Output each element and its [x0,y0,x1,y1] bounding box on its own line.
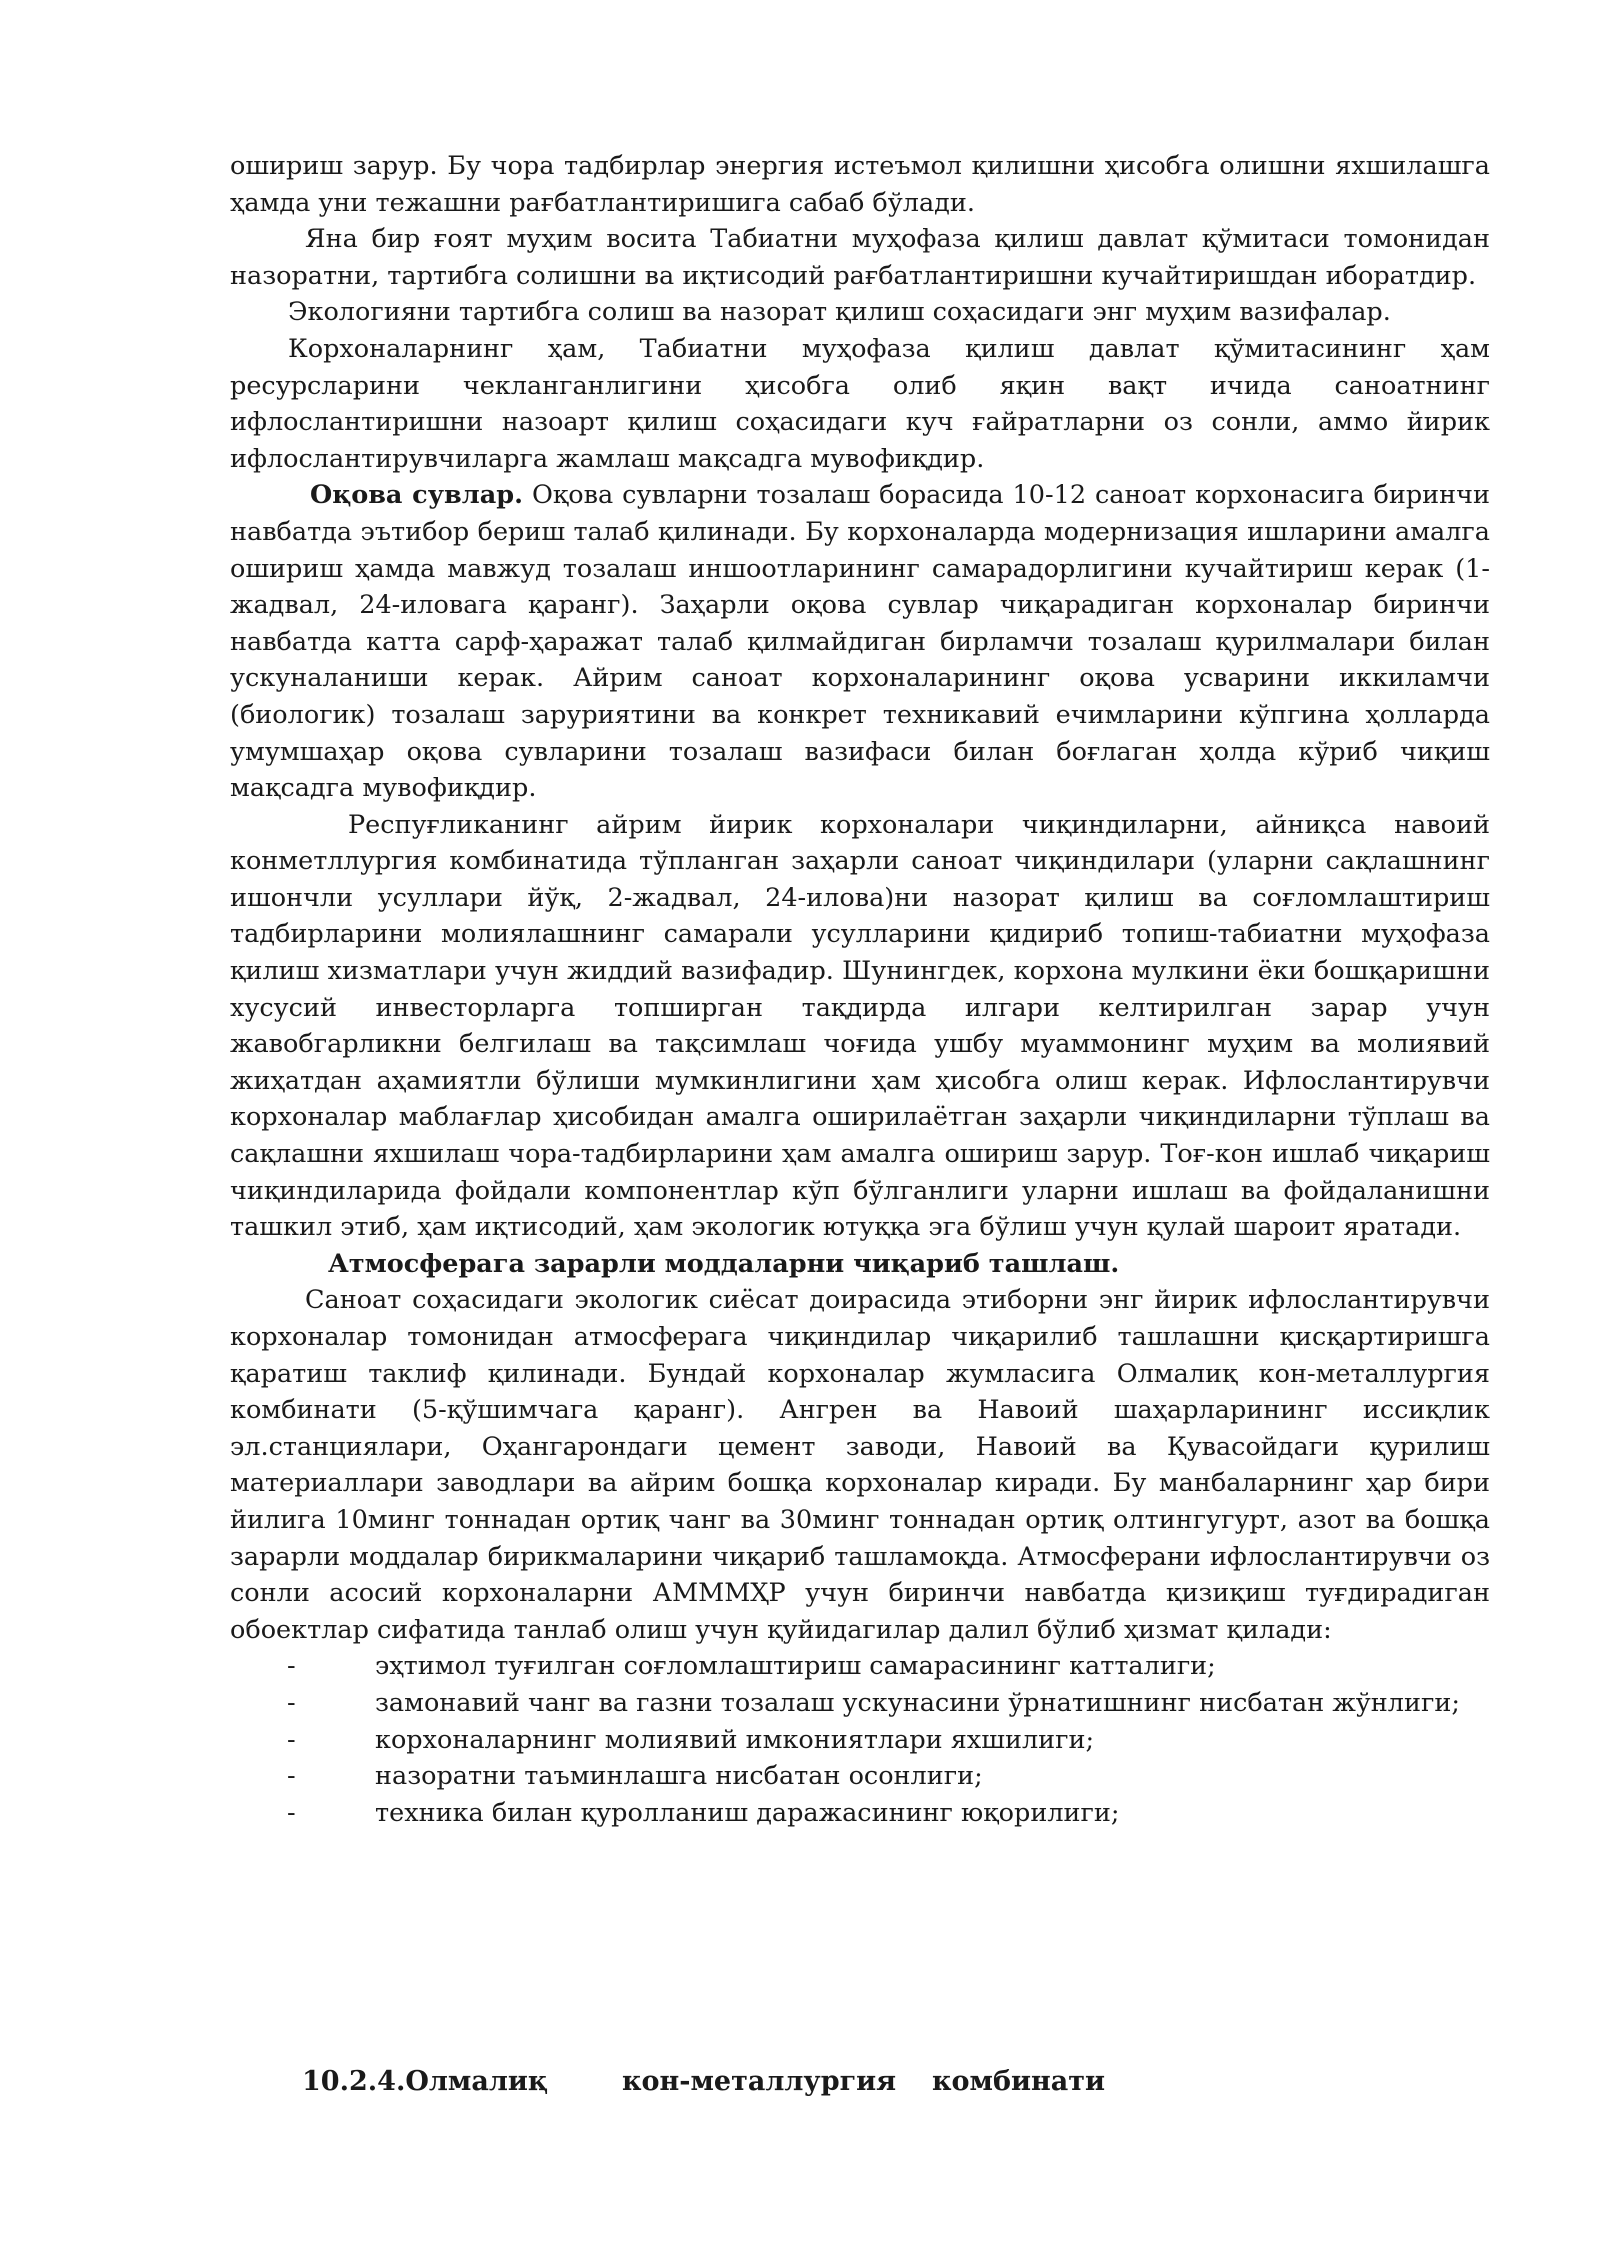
list-item [230,1722,1490,1759]
paragraph: Саноат соҳасидаги экологик сиёсат доирасида этиборни энг йирик ифлослантирувчи корхоналар томонидан атмосферага чиқиндилар чиқарилиб ташлашни қисқартиришга қаратиш таклиф қилинади. Бундай корхоналар жумласига Олмалиқ кон-металлургия комбинати (5-қўшимчага қаранг). Ангрен ва Навоий шаҳарларининг иссиқлик эл.станциялари, Оҳангарондаги цемент заводи, Навоий ва Қувасойдаги қурилиш материаллари заводлари ва айрим бошқа корхоналар киради. Бу манбаларнинг ҳар бири йилига 10минг тоннадан ортиқ чанг ва 30минг тоннадан ортиқ олтингугурт, азот ва бошқа зарарли моддалар бирикмаларини чиқариб ташламоқда. Атмосферани ифлослантирувчи оз сонли асосий корхоналарни АМММҲР учун биринчи навбатда қизиқиш туғдирадиган обоектлар сифатида танлаб олиш учун қуйидагилар далил бўлиб ҳизмат қилади: [230,1285,1490,1645]
inline-heading: Оқова сувлар. [310,480,523,511]
list-item-text: техника билан қуролланиш даражасининг юқорилиги; [375,1797,1120,1828]
section-title-middle: кон-металлургия [622,2066,897,2097]
list-item [230,1685,1490,1722]
section-title [302,2064,1105,2100]
list-item-text: замонавий чанг ва газни тозалаш ускунасини ўрнатишнинг нисбатан жўнлиги; [375,1687,1460,1718]
section-subheading: Атмосферага зарарли моддаларни чиқариб ташлаш. [328,1248,1120,1279]
paragraph: Респуғликанинг айрим йирик корхоналари чиқиндиларни, айниқса навоий конметллургия комбинатида тўпланган заҳарли саноат чиқиндилари (уларни сақлашнинг ишончли усуллари йўқ, 2-жадвал, 24-илова)ни назорат қилиш ва соғломлаштириш тадбирларини молиялашнинг самарали усулларини қидириб топиш-табиатни муҳофаза қилиш хизматлари учун жиддий вазифадир. Шунингдек, корхона мулкини ёки бошқаришни хусусий инвесторларга топширган тақдирда илгари келтирилган зарар учун жавобгарликни белгилаш ва тақсимлаш чоғида ушбу муаммонинг муҳим ва молиявий жиҳатдан аҳамиятли бўлиши мумкинлигини ҳам ҳисобга олиш керак. Ифлослантирувчи корхоналар маблағлар ҳисобидан амалга оширилаётган заҳарли чиқиндиларни тўплаш ва сақлашни яхшилаш чора-тадбирларини ҳам амалга ошириш зарур. Тоғ-кон ишлаб чиқариш чиқиндиларида фойдали компонентлар кўп бўлганлиги уларни ишлаш ва фойдаланишни ташкил этиб, ҳам иқтисодий, ҳам экологик ютуққа эга бўлиш учун қулай шароит яратади. [230,809,1490,1243]
dash-marker: - [287,1651,296,1682]
paragraph: Корхоналарнинг ҳам, Табиатни муҳофаза қилиш давлат қўмитасининг ҳам ресурсларини чекланганлигини ҳисобга олиб яқин вақт ичида саноатнинг ифлослантиришни назоарт қилиш соҳасидаги куч ғайратларни оз сонли, аммо йирик ифлослантирувчиларга жамлаш мақсадга мувофиқдир. [230,333,1490,474]
list-item [230,1648,1490,1685]
document-body [230,148,1490,1831]
paragraph: Экологияни тартибга солиш ва назорат қилиш соҳасидаги энг муҳим вазифалар. [288,297,1391,328]
section-title-number: 10.2.4.Олмалиқ [302,2066,549,2097]
list-item [230,1795,1490,1832]
paragraph: Яна бир ғоят муҳим восита Табиатни муҳофаза қилиш давлат қўмитаси томонидан назоратни, тартибга солишни ва иқтисодий рағбатлантиришни кучайтиришдан иборатдир. [230,224,1490,291]
paragraph-waste-water [230,477,1490,806]
list-item-text: эҳтимол туғилган соғломлаштириш самарасининг катталиги; [375,1651,1216,1682]
paragraph-text: Оқова сувларни тозалаш борасида 10-12 саноат корхонасига биринчи навбатда эътибор бериш талаб қилинади. Бу корхоналарда модернизация ишларини амалга ошириш ҳамда мавжуд тозалаш иншоотларининг самарадорлигини кучайтириш керак (1-жадвал, 24-иловага қаранг). Заҳарли оқова сувлар чиқарадиган корхоналар биринчи навбатда катта сарф-ҳаражат талаб қилмайдиган бирламчи тозалаш қурилмалари билан ускуналаниши керак. Айрим саноат корхоналарининг оқова усварини иккиламчи (биологик) тозалаш заруриятини ва конкрет техникавий ечимларини кўпгина ҳолларда умумшаҳар оқова сувларини тозалаш вазифаси билан боғлаган ҳолда кўриб чиқиш мақсадга мувофиқдир. [230,480,1491,804]
list-item-text: назоратни таъминлашга нисбатан осонлиги; [375,1761,983,1792]
list-item [230,1758,1490,1795]
list-item-text: корхоналарнинг молиявий имкониятлари яхшилиги; [375,1724,1095,1755]
dash-marker: - [287,1761,296,1792]
paragraph: ошириш зарур. Бу чора тадбирлар энергия истеъмол қилишни ҳисобга олишни яхшилашга ҳамда уни тежашни рағбатлантиришига сабаб бўлади. [230,151,1490,218]
dash-marker: - [287,1724,296,1755]
dash-marker: - [287,1687,296,1718]
bullet-list [230,1648,1490,1831]
dash-marker: - [287,1797,296,1828]
section-title-last: комбинати [932,2066,1106,2097]
